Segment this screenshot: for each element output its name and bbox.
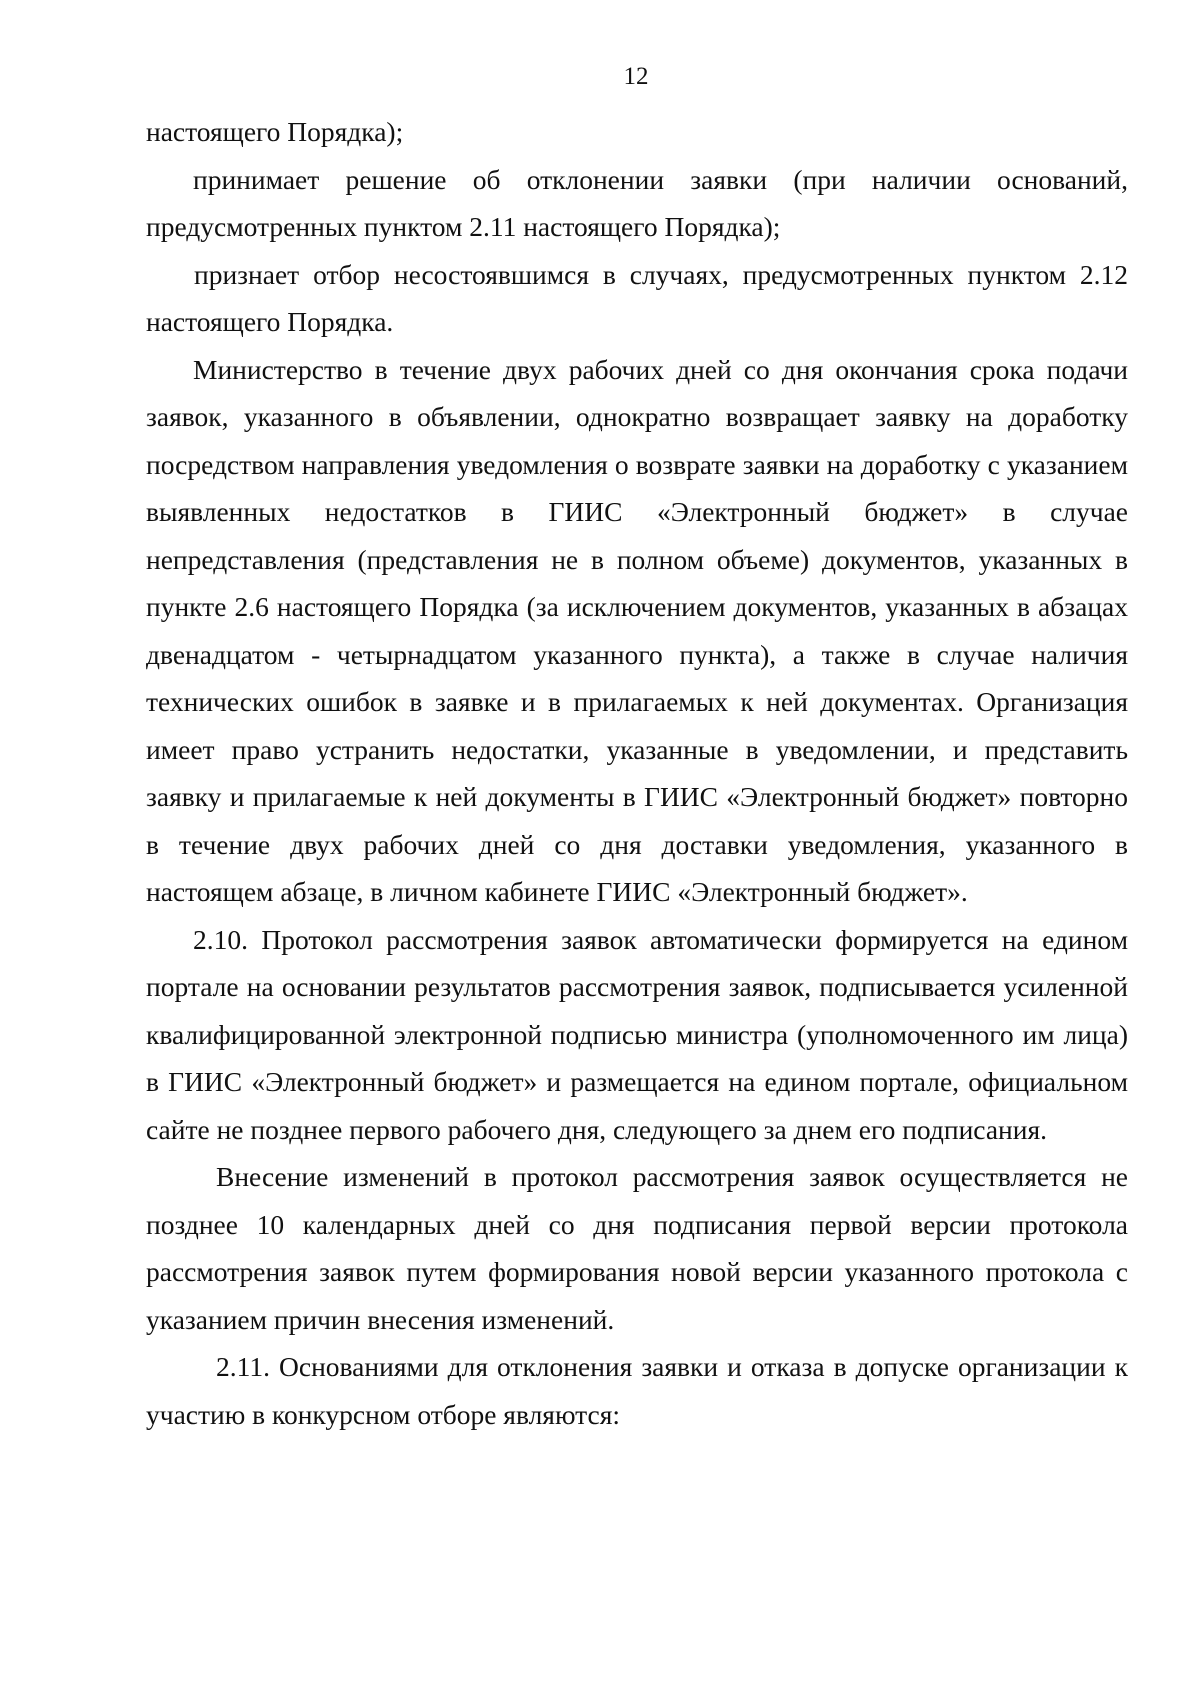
paragraph-4: Министерство в течение двух рабочих дней со дня окончания срока подачи заявок, указанного в объявлении, однократно возвращает заявку на доработку посредством направления уведомления о возврате заявки на доработку с указанием выявленных недостатков в ГИИС «Электронный бюджет» в случае непредставления (представления не в полном объеме) документов, указанных в пункте 2.6 настоящего Порядка (за исключением документов, указанных в абзацах двенадцатом - четырнадцатом указанного пункта), а также в случае наличия технических ошибок в заявке и в прилагаемых к ней документах. Организация имеет право устранить недостатки, указанные в уведомлении, и представить заявку и прилагаемые к ней документы в ГИИС «Электронный бюджет» повторно в течение двух рабочих дней со дня доставки уведомления, указанного в настоящем абзаце, в личном кабинете ГИИС «Электронный бюджет». bbox=[146, 353, 1128, 907]
page-number: 12 bbox=[623, 63, 649, 90]
paragraph-5: 2.10. Протокол рассмотрения заявок автоматически формируется на едином портале на основании результатов рассмотрения заявок, подписывается усиленной квалифицированной электронной подписью министра (уполномоченного им лица) в ГИИС «Электронный бюджет» и размещается на едином портале, официальном сайте не позднее первого рабочего дня, следующего за днем его подписания. bbox=[146, 923, 1128, 1145]
paragraph-2: принимает решение об отклонении заявки (при наличии оснований, предусмотренных пунктом 2.11 настоящего Порядка); bbox=[146, 163, 1128, 242]
document-body bbox=[146, 108, 1128, 1438]
paragraph-3: признает отбор несостоявшимся в случаях, предусмотренных пунктом 2.12 настоящего Порядка. bbox=[146, 258, 1128, 337]
paragraph-6: Внесение изменений в протокол рассмотрения заявок осуществляется не позднее 10 календарных дней со дня подписания первой версии протокола рассмотрения заявок путем формирования новой версии указанного протокола с указанием причин внесения изменений. bbox=[146, 1161, 1128, 1335]
paragraph-7: 2.11. Основаниями для отклонения заявки и отказа в допуске организации к участию в конкурсном отборе являются: bbox=[146, 1351, 1128, 1430]
paragraph-1: настоящего Порядка); bbox=[146, 116, 404, 147]
